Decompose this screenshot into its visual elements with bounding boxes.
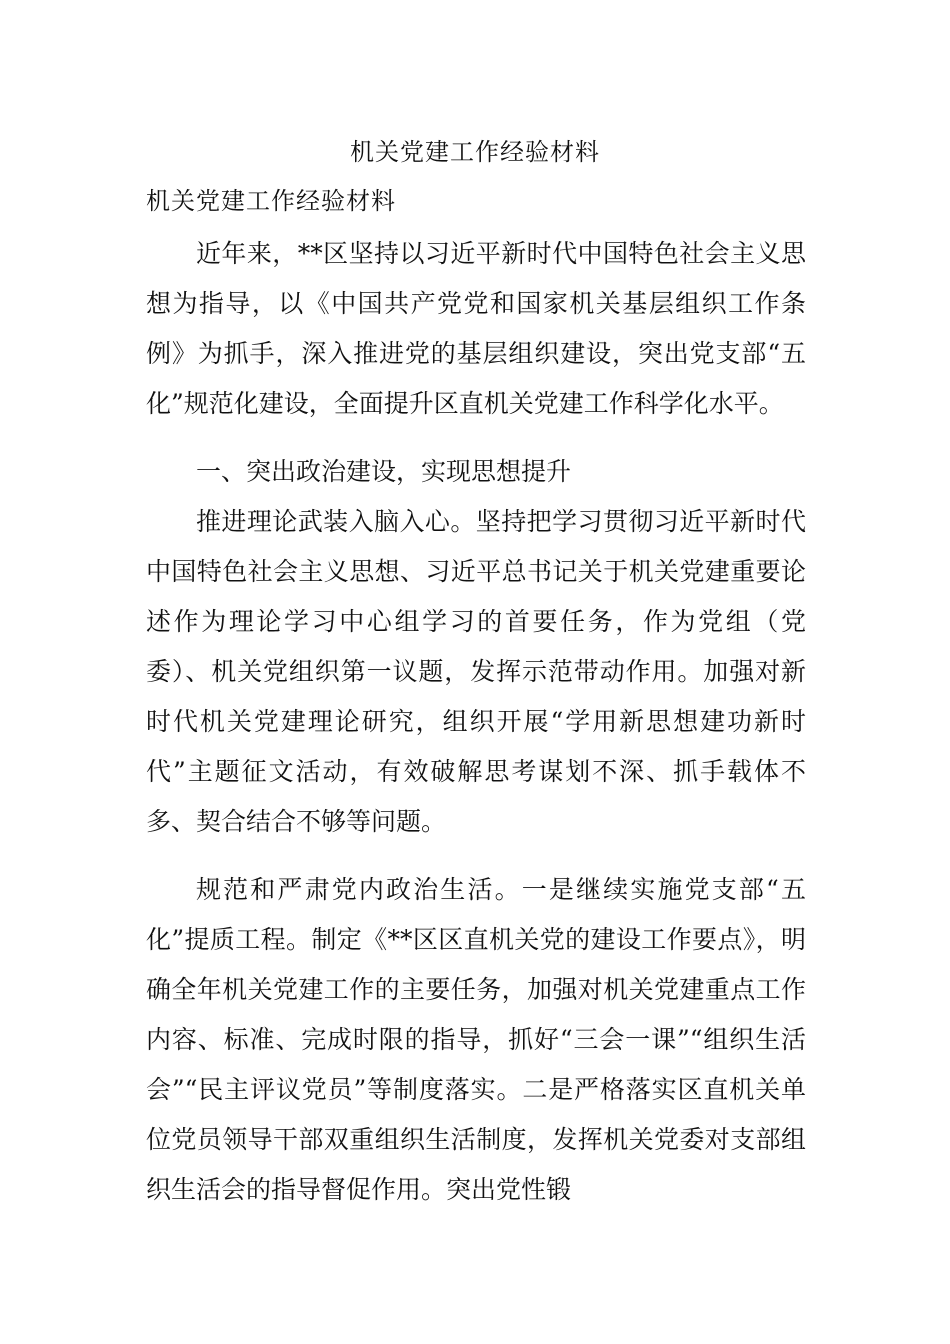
- document-title: 机关党建工作经验材料: [350, 138, 600, 166]
- section-heading-1: 一、突出政治建设，实现思想提升: [196, 457, 572, 486]
- paragraph-political-life: 规范和严肃党内政治生活。一是继续实施党支部“五化”提质工程。制定《**区区直机关党的建设工作要点》，明确全年机关党建工作的主要任务，加强对机关党建重点工作内容、标准、完成时限的指导，抓好“三会一课”“组织生活会”“民主评议党员”等制度落实。二是严格落实区直机关单位党员领导干部双重组织生活制度，发挥机关党委对支部组织生活会的指导督促作用。突出党性锻: [146, 875, 806, 1204]
- paragraph-intro: 近年来，**区坚持以习近平新时代中国特色社会主义思想为指导，以《中国共产党党和国家机关基层组织工作条例》为抓手，深入推进党的基层组织建设，突出党支部“五化”规范化建设，全面提升区直机关党建工作科学化水平。: [146, 239, 806, 418]
- document-body: [146, 229, 806, 1215]
- document-subtitle: 机关党建工作经验材料: [146, 187, 396, 215]
- paragraph-theory: 推进理论武装入脑入心。坚持把学习贯彻习近平新时代中国特色社会主义思想、习近平总书记关于机关党建重要论述作为理论学习中心组学习的首要任务，作为党组（党委）、机关党组织第一议题，发挥示范带动作用。加强对新时代机关党建理论研究，组织开展“学用新思想建功新时代”主题征文活动，有效破解思考谋划不深、抓手载体不多、契合结合不够等问题。: [146, 507, 806, 836]
